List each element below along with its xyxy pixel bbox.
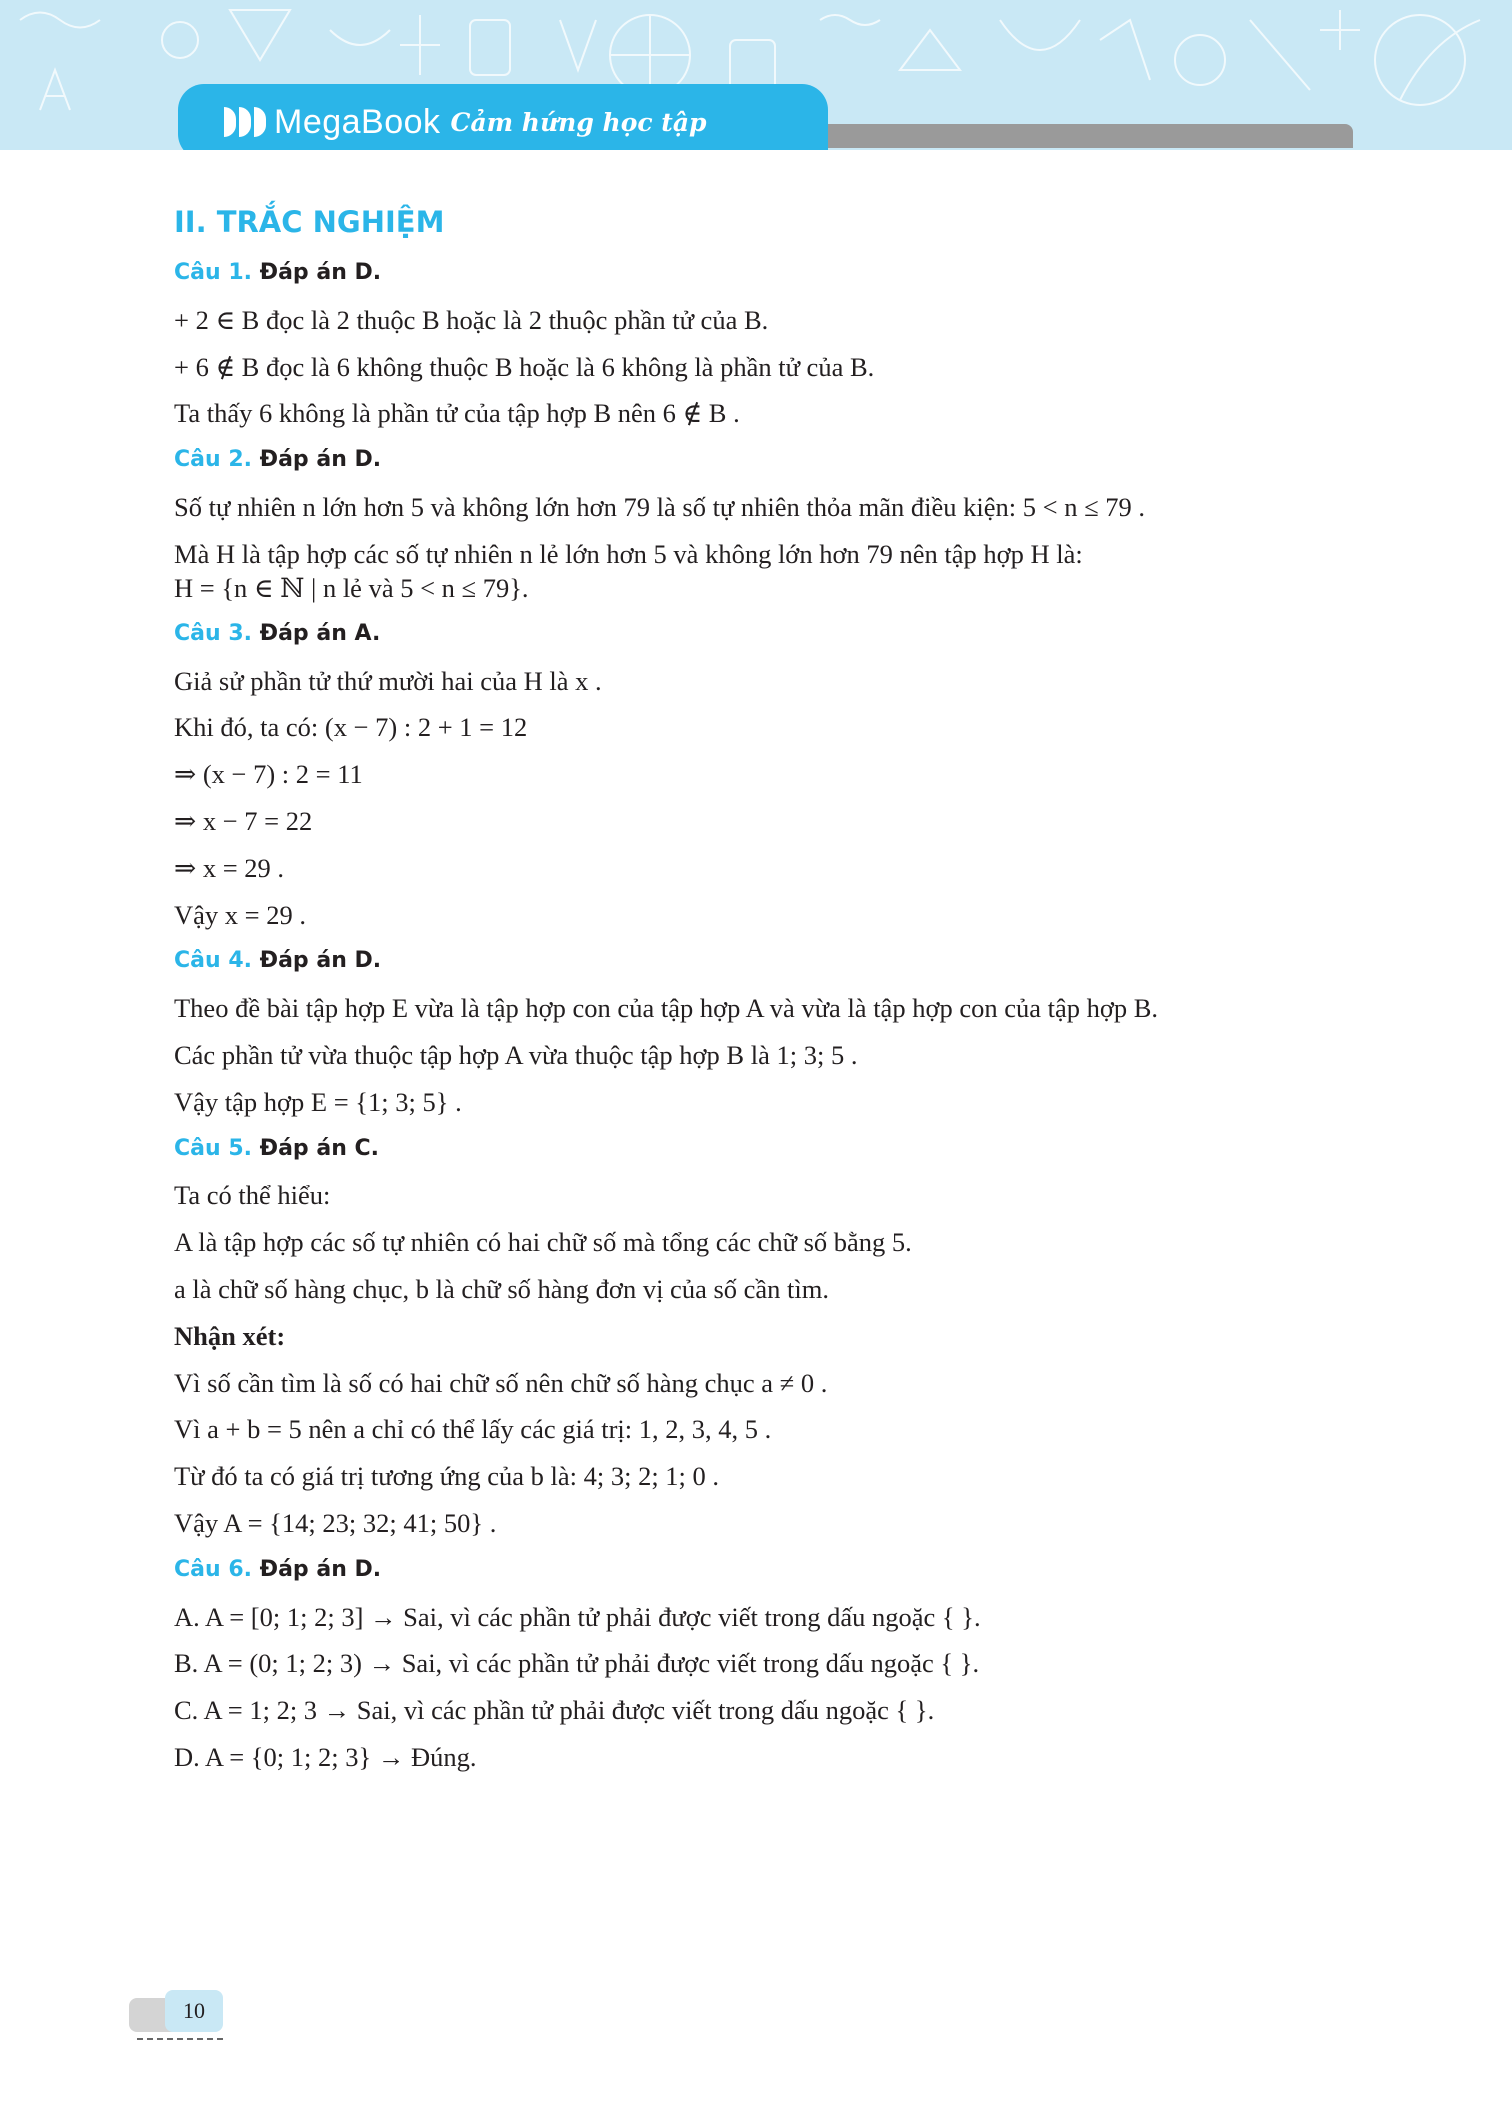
- header-grey-bar: [810, 124, 1353, 148]
- page-number: 10: [165, 1990, 223, 2032]
- section-title: II. TRẮC NGHIỆM: [174, 205, 445, 239]
- question-6: [174, 1547, 1354, 1781]
- option-line: C. A = 1; 2; 3 → Sai, vì các phần tử phải được viết trong dấu ngoặc { }.: [174, 1695, 935, 1726]
- question-header: [174, 1126, 1354, 1173]
- question-header: [174, 938, 1354, 985]
- question-number: Câu 2.: [174, 447, 252, 473]
- text-line: Khi đó, ta có: (x − 7) : 2 + 1 = 12: [174, 712, 528, 743]
- question-number: Câu 1.: [174, 260, 252, 285]
- question-header: [174, 611, 1354, 658]
- text-line: Mà H là tập hợp các số tự nhiên n lẻ lớn hơn 5 và không lớn hơn 79 nên tập hợp H là:: [174, 538, 1083, 569]
- page-number-underline: [137, 2038, 223, 2040]
- question-header: [174, 1547, 1354, 1594]
- remark-heading: Nhận xét:: [174, 1320, 286, 1351]
- text-line: ⇒ (x − 7) : 2 = 11: [174, 759, 363, 790]
- question-2: [174, 437, 1354, 605]
- text-line: Vậy x = 29 .: [174, 899, 306, 930]
- page-content: [174, 196, 1354, 1781]
- question-4: [174, 938, 1354, 1125]
- text-line: A là tập hợp các số tự nhiên có hai chữ số mà tổng các chữ số bằng 5.: [174, 1227, 912, 1258]
- question-number: Câu 5.: [174, 1135, 252, 1161]
- brand-slogan: Cảm hứng học tập: [450, 107, 707, 137]
- text-line: Giả sử phần tử thứ mười hai của H là x .: [174, 665, 602, 696]
- question-number: Câu 6.: [174, 1556, 252, 1582]
- text-line: ⇒ x − 7 = 22: [174, 805, 313, 836]
- brand-name: MegaBook: [274, 102, 441, 141]
- text-line: Từ đó ta có giá trị tương ứng của b là: 4; 3; 2; 1; 0 .: [174, 1461, 720, 1492]
- text-line: H = {n ∈ ℕ | n lẻ và 5 < n ≤ 79}.: [174, 572, 529, 603]
- text-line: ⇒ x = 29 .: [174, 852, 285, 883]
- text-line: Ta thấy 6 không là phần tử của tập hợp B nên 6 ∉ B .: [174, 398, 740, 429]
- question-answer: Đáp án C.: [259, 1135, 380, 1161]
- text-line: Vậy A = {14; 23; 32; 41; 50} .: [174, 1507, 497, 1538]
- text-line: + 6 ∉ B đọc là 6 không thuộc B hoặc là 6 không là phần tử của B.: [174, 351, 875, 382]
- megabook-logo-icon: [224, 107, 266, 137]
- question-answer: Đáp án A.: [259, 620, 381, 646]
- text-line: Vì số cần tìm là số có hai chữ số nên chữ số hàng chục a ≠ 0 .: [174, 1367, 828, 1398]
- text-line: Vì a + b = 5 nên a chỉ có thể lấy các giá trị: 1, 2, 3, 4, 5 .: [174, 1414, 772, 1445]
- question-number: Câu 3.: [174, 620, 252, 646]
- option-line: D. A = {0; 1; 2; 3} → Đúng.: [174, 1741, 477, 1772]
- text-line: Ta có thể hiểu:: [174, 1180, 331, 1211]
- brand-logo: [224, 96, 707, 148]
- header-banner: [0, 0, 1512, 150]
- text-line: Các phần tử vừa thuộc tập hợp A vừa thuộc tập hợp B là 1; 3; 5 .: [174, 1039, 858, 1070]
- question-1: [174, 250, 1354, 437]
- text-line: Theo đề bài tập hợp E vừa là tập hợp con của tập hợp A và vừa là tập hợp con của tập hợp B.: [174, 993, 1159, 1024]
- text-line: Số tự nhiên n lớn hơn 5 và không lớn hơn 79 là số tự nhiên thỏa mãn điều kiện: 5 < n ≤ 79 .: [174, 491, 1146, 522]
- text-line: a là chữ số hàng chục, b là chữ số hàng đơn vị của số cần tìm.: [174, 1273, 830, 1304]
- question-3: [174, 611, 1354, 939]
- question-5: [174, 1126, 1354, 1547]
- question-number: Câu 4.: [174, 948, 252, 974]
- question-answer: Đáp án D.: [259, 447, 382, 473]
- question-header: [174, 250, 1354, 297]
- question-header: [174, 437, 1354, 484]
- text-line: Vậy tập hợp E = {1; 3; 5} .: [174, 1086, 462, 1117]
- question-answer: Đáp án D.: [259, 948, 382, 974]
- question-answer: Đáp án D.: [259, 260, 382, 285]
- question-answer: Đáp án D.: [259, 1556, 382, 1582]
- option-line: B. A = (0; 1; 2; 3) → Sai, vì các phần tử phải được viết trong dấu ngoặc { }.: [174, 1648, 980, 1679]
- option-line: A. A = [0; 1; 2; 3] → Sai, vì các phần tử phải được viết trong dấu ngoặc { }.: [174, 1601, 981, 1632]
- text-line: + 2 ∈ B đọc là 2 thuộc B hoặc là 2 thuộc phần tử của B.: [174, 304, 769, 335]
